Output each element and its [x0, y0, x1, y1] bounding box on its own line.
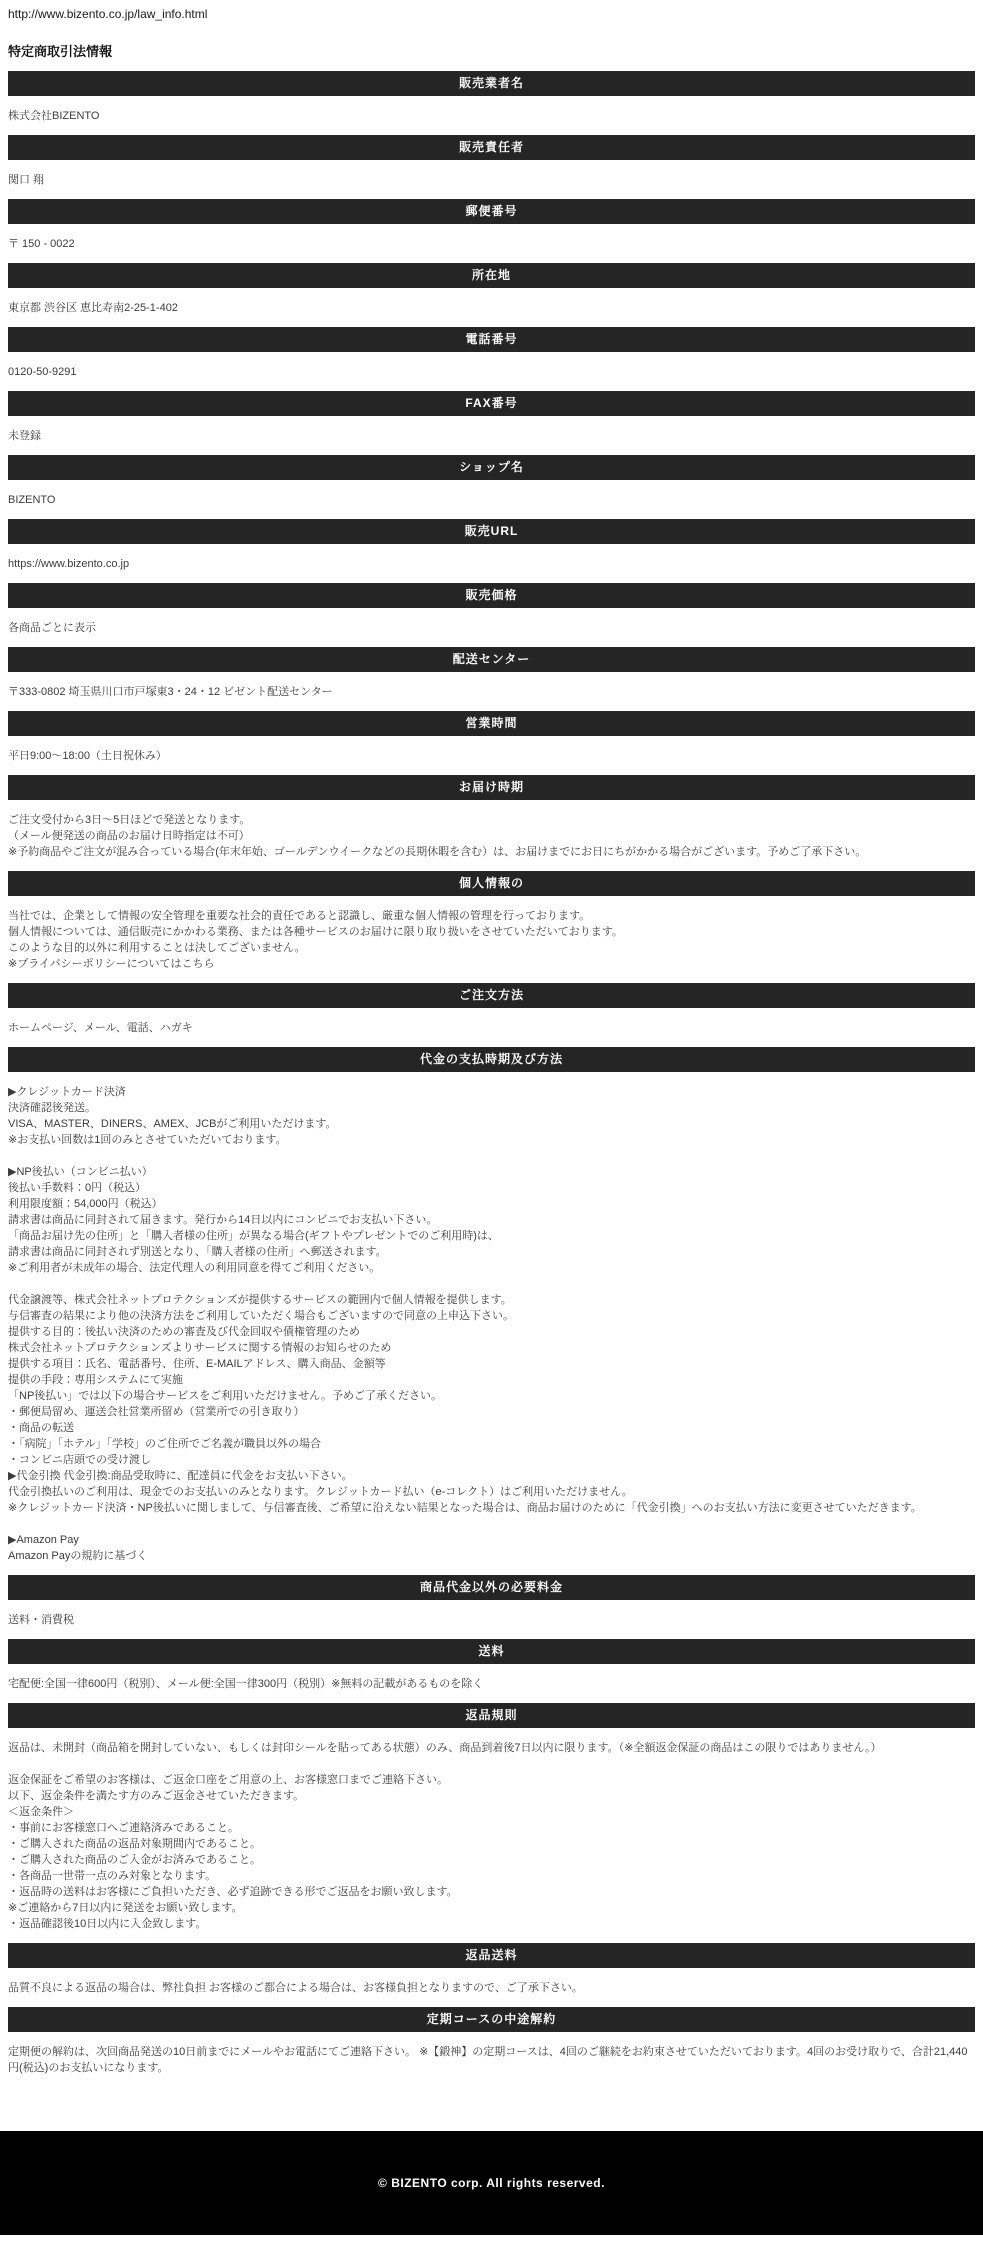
text-line: 各商品ごとに表示 — [8, 622, 96, 634]
section-heading-bar — [8, 1943, 975, 1968]
section-heading: 送料 — [478, 1644, 505, 1658]
law-section-15 — [8, 1575, 975, 1628]
section-heading: 販売業者名 — [458, 76, 524, 90]
text-line: 東京都 渋谷区 恵比寿南2-25-1-402 — [8, 302, 178, 314]
law-section-3 — [8, 263, 975, 316]
law-section-8 — [8, 583, 975, 636]
law-section-10 — [8, 711, 975, 764]
section-content — [8, 1676, 975, 1692]
text-line: 〒333-0802 埼玉県川口市戸塚東3・24・12 ビゼント配送センター — [8, 686, 333, 698]
law-section-1 — [8, 135, 975, 188]
text-line: 代金譲渡等、株式会社ネットプロテクションズが提供するサービスの範囲内で個人情報を提供します。 — [8, 1294, 512, 1306]
law-section-11 — [8, 775, 975, 860]
section-heading-bar — [8, 1639, 975, 1664]
text-line: ・「病院」「ホテル」「学校」のご住所でご名義が職員以外の場合 — [8, 1438, 321, 1450]
section-heading-bar — [8, 647, 975, 672]
text-line: ご注文受付から3日〜5日ほどで発送となります。 — [8, 814, 251, 826]
section-heading: 電話番号 — [465, 332, 518, 346]
law-section-0 — [8, 71, 975, 124]
section-content — [8, 492, 975, 508]
text-line: 後払い手数料：0円（税込） — [8, 1182, 147, 1194]
text-line: ・返品時の送料はお客様にご負担いただき、必ず追跡できる形でご返品をお願い致します。 — [8, 1886, 458, 1898]
section-content — [8, 2044, 975, 2076]
text-line: 請求書は商品に同封されて届きます。発行から14日以内にコンビニでお支払い下さい。 — [8, 1214, 438, 1226]
text-line: ・郵便局留め、運送会社営業所留め（営業所での引き取り） — [8, 1406, 305, 1418]
section-heading: 個人情報の — [458, 876, 524, 890]
text-line: VISA、MASTER、DINERS、AMEX、JCBがご利用いただけます。 — [8, 1118, 337, 1130]
text-line: 請求書は商品に同封されず別送となり、「購入者様の住所」へ郵送されます。 — [8, 1246, 387, 1258]
bottom-spacer — [8, 2076, 975, 2131]
section-heading: FAX番号 — [465, 396, 518, 410]
page-title: 特定商取引法情報 — [8, 44, 113, 59]
section-heading: 返品送料 — [465, 1948, 518, 1962]
blank-line — [8, 1756, 975, 1772]
text-line: 当社では、企業として情報の安全管理を重要な社会的責任であると認識し、厳重な個人情報の管理を行っております。 — [8, 910, 591, 922]
law-section-12 — [8, 871, 975, 972]
text-line: ▶Amazon Pay — [8, 1534, 79, 1546]
text-line: 未登録 — [8, 430, 41, 442]
section-heading: 代金の支払時期及び方法 — [419, 1052, 563, 1066]
text-line: 決済確認後発送。 — [8, 1102, 96, 1114]
section-heading: ご注文方法 — [458, 988, 524, 1002]
section-content — [8, 364, 975, 380]
law-section-7 — [8, 519, 975, 572]
page-url-text: http://www.bizento.co.jp/law_info.html — [8, 7, 208, 21]
section-content — [8, 1740, 975, 1932]
section-heading: 返品規則 — [465, 1708, 518, 1722]
text-line: ・ご購入された商品のご入金がお済みであること。 — [8, 1854, 261, 1866]
section-heading-bar — [8, 711, 975, 736]
text-line: ・各商品一世帯一点のみ対象となります。 — [8, 1870, 217, 1882]
section-content — [8, 172, 975, 188]
text-line: ※クレジットカード決済・NP後払いに関しまして、与信審査後、ご希望に沿えない結果となった場合は、商品お届けのために「代金引換」へのお支払い方法に変更させていただきます。 — [8, 1502, 922, 1514]
section-heading-bar — [8, 871, 975, 896]
text-line: 宅配便:全国一律600円（税別）、メール便:全国一律300円（税別）※無料の記載があるものを除く — [8, 1678, 484, 1690]
law-section-13 — [8, 983, 975, 1036]
section-heading: お届け時期 — [458, 780, 524, 794]
law-section-16 — [8, 1639, 975, 1692]
text-line: 送料・消費税 — [8, 1614, 74, 1626]
section-content — [8, 812, 975, 860]
text-line: 以下、返金条件を満たす方のみご返金させていただきます。 — [8, 1790, 305, 1802]
section-content — [8, 556, 975, 572]
section-heading-bar — [8, 1047, 975, 1072]
section-heading-bar — [8, 199, 975, 224]
section-content — [8, 1084, 975, 1564]
text-line: ・商品の転送 — [8, 1422, 74, 1434]
text-line: 関口 翔 — [8, 174, 45, 186]
text-line: 0120-50-9291 — [8, 366, 77, 378]
text-line: ▶代金引換 代金引換:商品受取時に、配達員に代金をお支払い下さい。 — [8, 1470, 353, 1482]
section-content — [8, 1612, 975, 1628]
text-line: 株式会社BIZENTO — [8, 110, 100, 122]
section-heading-bar — [8, 583, 975, 608]
section-content — [8, 1020, 975, 1036]
text-line: ＜返金条件＞ — [8, 1806, 74, 1818]
law-section-2 — [8, 199, 975, 252]
section-heading: ショップ名 — [459, 460, 524, 474]
text-line: ※プライバシーポリシーについてはこちら — [8, 958, 215, 970]
section-heading-bar — [8, 1575, 975, 1600]
section-heading-bar — [8, 455, 975, 480]
law-section-14 — [8, 1047, 975, 1564]
section-heading: 販売価格 — [465, 588, 518, 602]
section-content — [8, 684, 975, 700]
section-heading-bar — [8, 519, 975, 544]
text-line: このような目的以外に利用することは決してございません。 — [8, 942, 306, 954]
text-line: 〒 150 - 0022 — [8, 238, 75, 250]
section-content — [8, 1980, 975, 1996]
text-line: 個人情報については、通信販売にかかわる業務、または各種サービスのお届けに限り取り扱いをさせていただいております。 — [8, 926, 623, 938]
text-line: ▶クレジットカード決済 — [8, 1086, 126, 1098]
section-heading: 郵便番号 — [465, 204, 518, 218]
section-heading-bar — [8, 2007, 975, 2032]
text-line: 代金引換払いのご利用は、現金でのお支払いのみとなります。クレジットカード払い（e-コレクト）はご利用いただけません。 — [8, 1486, 633, 1498]
section-content — [8, 108, 975, 124]
section-heading-bar — [8, 71, 975, 96]
section-content — [8, 908, 975, 972]
blank-line — [8, 1276, 975, 1292]
text-line: 定期便の解約は、次回商品発送の10日前までにメールやお電話にてご連絡下さい。 ※【鍛神】の定期コースは、4回のご継続をお約束させていただいております。4回のお受け取りで、合計21,440円(税込)のお支払いになります。 — [8, 2046, 968, 2074]
law-section-17 — [8, 1703, 975, 1932]
section-heading: 営業時間 — [465, 716, 518, 730]
text-line: 「NP後払い」では以下の場合サービスをご利用いただけません。予めご了承ください。 — [8, 1390, 442, 1402]
text-line: 返金保証をご希望のお客様は、ご返金口座をご用意の上、お客様窓口までご連絡下さい。 — [8, 1774, 448, 1786]
text-line: ・コンビニ店頭での受け渡し — [8, 1454, 151, 1466]
law-section-6 — [8, 455, 975, 508]
law-section-18 — [8, 1943, 975, 1996]
section-heading-bar — [8, 263, 975, 288]
text-line: ホームページ、メール、電話、ハガキ — [8, 1022, 193, 1034]
section-heading-bar — [8, 135, 975, 160]
text-line: Amazon Payの規約に基づく — [8, 1550, 148, 1562]
section-heading-bar — [8, 391, 975, 416]
section-heading-bar — [8, 1703, 975, 1728]
section-heading: 販売責任者 — [458, 140, 524, 154]
text-line: 株式会社ネットプロテクションズよりサービスに関する情報のお知らせのため — [8, 1342, 392, 1354]
section-heading-bar — [8, 983, 975, 1008]
section-heading: 配送センター — [452, 652, 531, 666]
section-heading-bar — [8, 327, 975, 352]
section-heading: 販売URL — [464, 524, 519, 538]
text-line: BIZENTO — [8, 494, 56, 506]
section-content — [8, 620, 975, 636]
text-line: 返品は、未開封（商品箱を開封していない、もしくは封印シールを貼ってある状態）のみ、商品到着後7日以内に限ります。（※全額返金保証の商品はこの限りではありません。） — [8, 1742, 882, 1754]
text-line: 提供の手段：専用システムにて実施 — [8, 1374, 183, 1386]
law-section-4 — [8, 327, 975, 380]
text-line: 提供する目的：後払い決済のための審査及び代金回収や債権管理のため — [8, 1326, 360, 1338]
section-heading-bar — [8, 775, 975, 800]
law-section-5 — [8, 391, 975, 444]
text-line: 「商品お届け先の住所」と「購入者様の住所」が異なる場合(ギフトやプレゼントでのご利用時)は、 — [8, 1230, 499, 1242]
section-content — [8, 748, 975, 764]
text-line: 品質不良による返品の場合は、弊社負担 お客様のご都合による場合は、お客様負担となりますので、ご了承下さい。 — [8, 1982, 583, 1994]
section-content — [8, 428, 975, 444]
text-line: ※お支払い回数は1回のみとさせていただいております。 — [8, 1134, 287, 1146]
text-line: https://www.bizento.co.jp — [8, 558, 130, 570]
text-line: 提供する項目：氏名、電話番号、住所、E-MAILアドレス、購入商品、金額等 — [8, 1358, 386, 1370]
text-line: （メール便発送の商品のお届け日時指定は不可） — [8, 830, 250, 842]
sections-container — [8, 71, 975, 2076]
blank-line — [8, 1148, 975, 1164]
text-line: ▶NP後払い（コンビニ払い） — [8, 1166, 153, 1178]
text-line: ※ご連絡から7日以内に発送をお願い致します。 — [8, 1902, 243, 1914]
text-line: 与信審査の結果により他の決済方法をご利用していただく場合もございますので同意の上申込下さい。 — [8, 1310, 514, 1322]
footer — [0, 2131, 983, 2235]
section-heading: 所在地 — [471, 268, 511, 282]
text-line: ※予約商品やご注文が混み合っている場合(年末年始、ゴールデンウイークなどの長期休暇を含む）は、お届けまでにお日にちがかかる場合がございます。予めご了承下さい。 — [8, 846, 867, 858]
text-line: 利用限度額：54,000円（税込） — [8, 1198, 163, 1210]
section-heading: 商品代金以外の必要料金 — [419, 1580, 563, 1594]
text-line: ・事前にお客様窓口へご連絡済みであること。 — [8, 1822, 239, 1834]
section-content — [8, 300, 975, 316]
text-line: ・返品確認後10日以内に入金致します。 — [8, 1918, 207, 1930]
blank-line — [8, 1516, 975, 1532]
copyright-text: © BIZENTO corp. All rights reserved. — [378, 2176, 605, 2190]
text-line: 平日9:00〜18:00（土日祝休み） — [8, 750, 167, 762]
law-section-19 — [8, 2007, 975, 2076]
law-section-9 — [8, 647, 975, 700]
text-line: ※ご利用者が未成年の場合、法定代理人の利用同意を得てご利用ください。 — [8, 1262, 381, 1274]
text-line: ・ご購入された商品の返品対象期間内であること。 — [8, 1838, 261, 1850]
section-content — [8, 236, 975, 252]
section-heading: 定期コースの中途解約 — [426, 2012, 557, 2026]
